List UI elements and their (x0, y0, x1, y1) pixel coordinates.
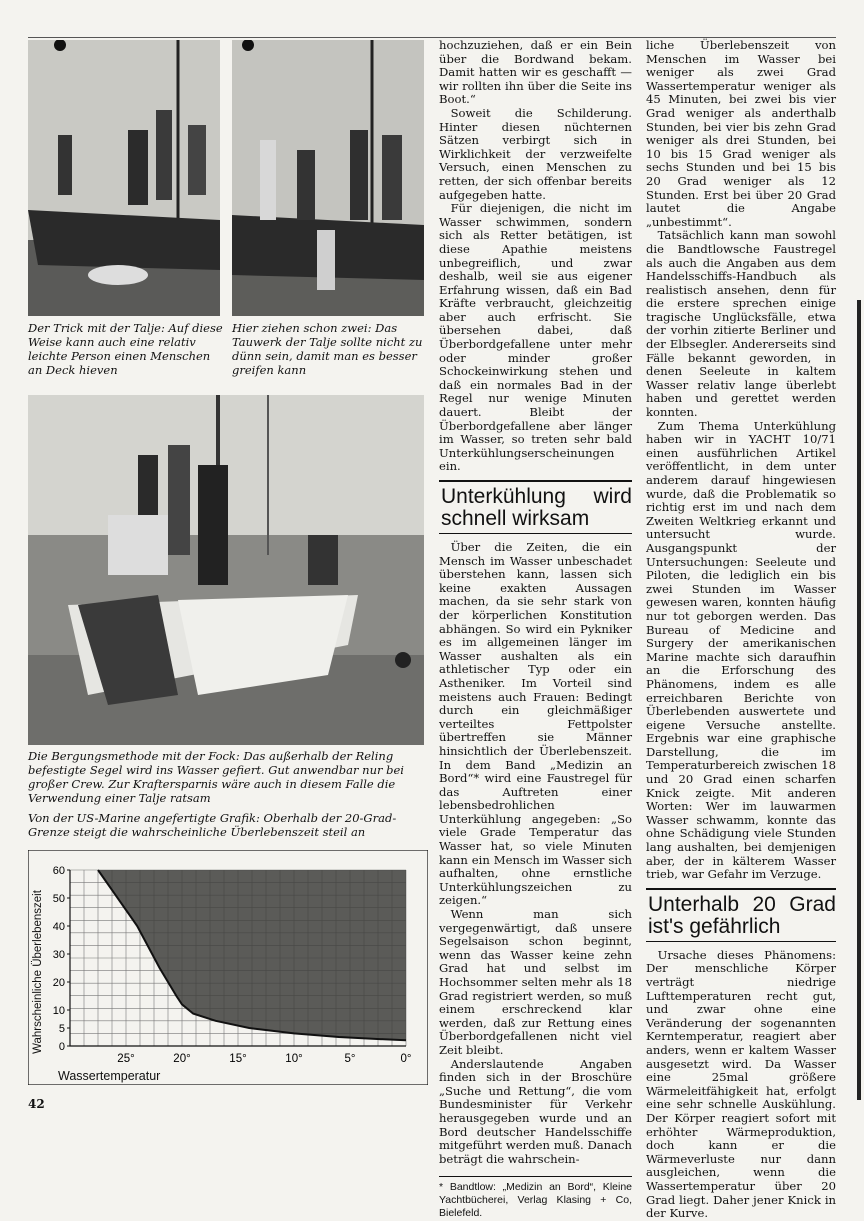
photo-talje-two-persons (232, 40, 424, 316)
caption-photo-2: Hier ziehen schon zwei: Das Tauwerk der Talje sollte nicht zu dünn sein, damit man es besser greifen kann (232, 321, 423, 377)
col1-paragraph-6: Anderslautende Angaben finden sich in der Broschüre „Suche und Rettung“, die vom Bundesminister für Verkehr herausgegeben wurde und an Bord deutscher Handelsschiffe mitgeführt werden muß. Danach beträgt die wahrschein- (439, 1056, 632, 1166)
photo-fock-recovery (28, 395, 424, 745)
chart-y-tick-label: 5 (58, 1023, 65, 1035)
chart-x-tick-label: 5° (344, 1053, 356, 1065)
text-column-2 (646, 39, 836, 1221)
col2-paragraph-1: liche Überlebenszeit von Menschen im Wasser bei weniger als zwei Grad Wassertemperatur weniger als 45 Minuten, bei zwei bis vier Grad weniger als anderthalb Stunden, bei vier bis zehn Grad weniger als drei Stunden, bei 10 bis 15 Grad weniger als sechs Stunden und bei 15 bis 20 Grad weniger als 12 Stunden. Erst bei über 20 Grad lautet die Angabe „unbestimmt“. (646, 38, 836, 229)
col1-paragraph-4: Über die Zeiten, die ein Mensch im Wasser unbeschadet überstehen kann, lassen sich keine exakten Aussagen machen, da sie sehr stark von der körperlichen Konstitution abhängen. So wird ein Pykniker es im allgemeinen länger im Wasser aushalten als ein athletischer Typ oder ein Astheniker. Im Vorteil sind meistens auch Frauen: Bedingt durch ein gleichmäßiger verteiltes Fettpolster übertreffen sie Männer hinsichtlich der Überlebenszeit. In dem Band „Medizin an Bord“* wird eine Faustregel für das Auftreten einer lebensbedrohlichen Unterkühlung angegeben: „So viele Grade Temperatur das Wasser hat, so viele Minuten kann ein Mensch im Wasser sich aufhalten, ohne ernstliche Unterkühlungszeichen zu zeigen.“ (439, 540, 632, 908)
chart-x-tick-label: 20° (173, 1053, 191, 1065)
chart-y-label: Wahrscheinliche Überlebenszeit (32, 890, 44, 1054)
col1-paragraph-2: Soweit die Schilderung. Hinter diesen nüchternen Sätzen verbirgt sich in Wirklichkeit der verzweifelte Versuch, einen Menschen zu retten, der sich offenbar bereits aufgegeben hatte. (439, 105, 632, 202)
photo-talje-one-person (28, 40, 220, 316)
survival-time-chart (28, 850, 428, 1085)
col1-paragraph-5: Wenn man sich vergegenwärtigt, daß unsere Segelsaison schon beginnt, wenn das Wasser keine zehn Grad hat und selbst im Hochsommer selten mehr als 18 Grad registriert werden, so muß einem erschreckend klar werden, daß zur Rettung eines Überbordgefallenen nicht viel Zeit bleibt. (439, 907, 632, 1057)
page-edge-shadow (857, 300, 861, 1100)
col1-heading: Unterkühlung wird schnell wirksam (439, 480, 632, 534)
col2-paragraph-2: Tatsächlich kann man sowohl die Bandtlowsche Faustregel als auch die Angaben aus dem Handelsschiffs-Handbuch als realistisch ansehen, denn für die erstere sprechen einige tragische Unglücksfälle, etwa der vorhin zitierte Berliner und der Elbsegler. Andererseits sind Fälle bekannt geworden, in denen Seeleute in kaltem Wasser relativ lange überlebt haben und gerettet werden konnten. (646, 228, 836, 420)
chart-x-tick-label: 10° (285, 1053, 303, 1065)
chart-x-tick-label: 0° (400, 1053, 412, 1065)
caption-photo-3: Die Bergungsmethode mit der Fock: Das außerhalb der Reling befestigte Segel wird ins Wasser gefiert. Gut anwendbar nur bei großer Crew. Zur Kraftersparnis wäre auch in diesem Falle die Verwendung einer Talje ratsam (28, 749, 404, 805)
caption-photo-1: Der Trick mit der Talje: Auf diese Weise kann auch eine relativ leichte Person einen Menschen an Deck hieven (28, 321, 223, 377)
col2-paragraph-3: Zum Thema Unterkühlung haben wir in YACHT 10/71 einen ausführlichen Artikel veröffentlicht, in dem unter anderem darauf hingewiesen wurde, daß die Problematik so richtig erst im und nach dem Zweiten Weltkrieg erkannt und untersucht wurde. Ausgangspunkt der Untersuchungen: Seeleute und Piloten, die lediglich ein bis zwei Stunden im Wasser gewesen waren, konnten häufig nur tot geborgen werden. Das Bureau of Medicine and Surgery der amerikanischen Marine machte sich daraufhin an die Erforschung des Phänomens, indem es alle erreichbaren Berichte von Überlebenden auswertete und eigene Versuche anstellte. Ergebnis war eine graphische Darstellung, die im Temperaturbereich zwischen 18 und 20 Grad einen scharfen Knick zeigte. Mit anderen Worten: Wer im lauwarmen Wasser schwamm, konnte das ohne Schädigung viele Stunden lang aushalten, bei demjenigen aber, der in kälterem Wasser trieb, war Gefahr im Verzuge. (646, 418, 836, 882)
chart-y-tick-label: 20 (52, 977, 65, 989)
chart-y-tick-label: 40 (52, 921, 65, 933)
chart-x-tick-label: 25° (117, 1053, 135, 1065)
col1-paragraph-1: hochzuziehen, daß er ein Bein über die Bordwand bekam. Damit hatten wir es geschafft — wir rollten ihn über die Seite ins Boot.“ (439, 38, 632, 107)
col2-heading: Unterhalb 20 Grad ist's gefährlich (646, 888, 836, 942)
col2-paragraph-4: Ursache dieses Phänomens: Der menschliche Körper verträgt niedrige Lufttemperaturen recht gut, und zwar ohne eine Veränderung der sogenannten Kerntemperatur, reagiert aber anders, wenn er kaltem Wasser ausgesetzt wird. Da Wasser eine 25mal größere Wärmeleitfähigkeit hat, erfolgt eine sehr schnelle Auskühlung. Der Körper reagiert sofort mit erhöhter Wärmeproduktion, doch kann er die Wärmeverluste nur dann ausgleichen, wenn die Wassertemperatur über 20 Grad liegt. Daher jener Knick in der Kurve. (646, 947, 836, 1221)
text-column-1 (439, 39, 632, 1220)
chart-y-tick-label: 60 (52, 865, 65, 877)
footnote: * Bandtlow: „Medizin an Bord“, Kleine Yachtbücherei, Verlag Klasing + Co, Bielefeld. (439, 1176, 632, 1220)
chart-y-tick-label: 0 (58, 1041, 65, 1053)
caption-chart: Von der US-Marine angefertigte Grafik: Oberhalb der 20-Grad-Grenze steigt die wahrscheinliche Überlebenszeit steil an (28, 811, 397, 839)
chart-y-tick-label: 30 (52, 949, 65, 961)
chart-x-label: Wassertemperatur (58, 1069, 161, 1083)
chart-x-tick-label: 15° (229, 1053, 247, 1065)
col1-paragraph-3: Für diejenigen, die nicht im Wasser schwimmen, sondern sich als Retter betätigen, ist diese Apathie meistens unbegreiflich, und zwar deshalb, weil sie aus eigener Erfahrung wissen, daß ein Bad Kräfte verbraucht, gleichzeitig aber auch erfrischt. Sie übersehen dabei, daß Überbordgefallene unter mehr oder minder großer Schockeinwirkung stehen und daß ein normales Bad in der Regel nur wenige Minuten dauert. Bleibt der Überbordgefallene aber länger im Wasser, so treten sehr bald Unterkühlungserscheinungen ein. (439, 201, 632, 474)
chart-y-tick-label: 10 (52, 1005, 65, 1017)
page-number: 42 (28, 1097, 45, 1111)
chart-y-tick-label: 50 (52, 893, 65, 905)
